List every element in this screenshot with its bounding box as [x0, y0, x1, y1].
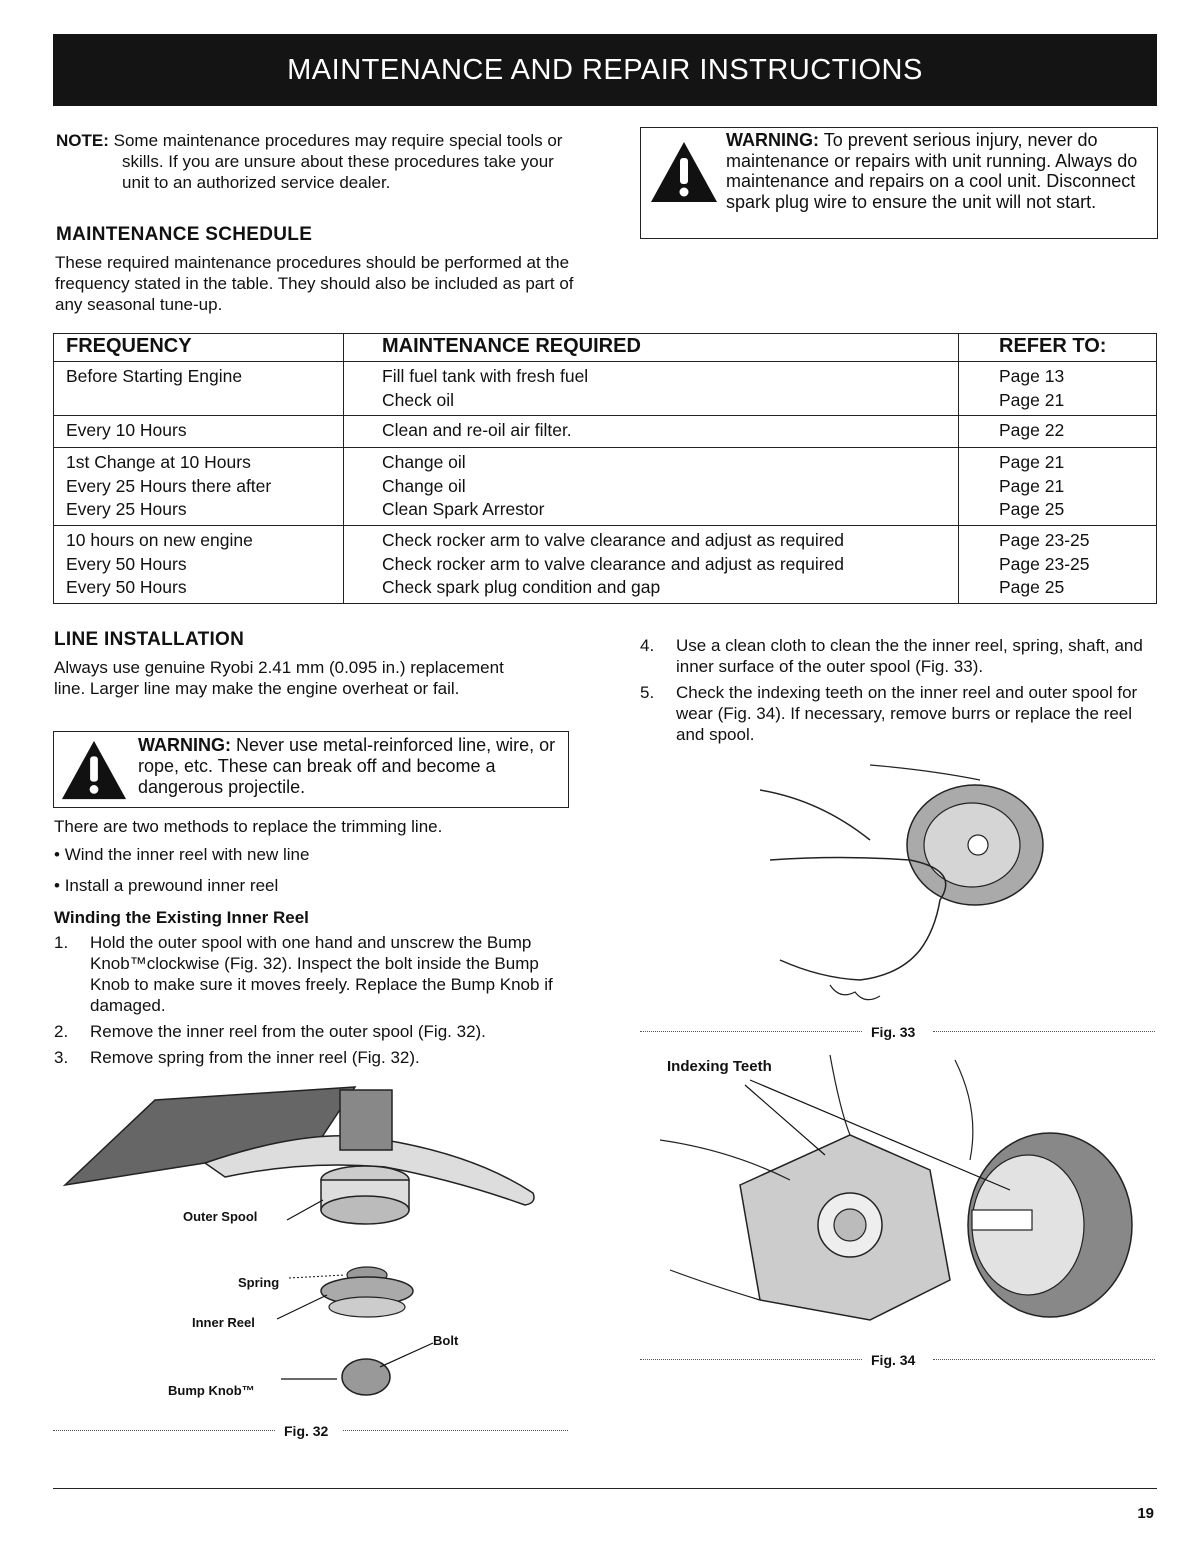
label-bolt: Bolt — [433, 1333, 459, 1348]
fig34-caption: Fig. 34 — [871, 1352, 916, 1368]
cell-frequency — [54, 416, 344, 448]
trimmer-shaft-housing — [340, 1090, 392, 1150]
line-installation-heading: LINE INSTALLATION — [54, 629, 245, 650]
fig33-illustration — [740, 760, 1060, 1010]
col-maintenance: MAINTENANCE REQUIRED — [344, 334, 959, 362]
table-row — [54, 416, 1157, 448]
frequency-line: Before Starting Engine — [66, 366, 243, 386]
cell-maintenance — [344, 448, 959, 526]
warning-line-label: WARNING: — [138, 735, 231, 755]
table-row — [54, 526, 1157, 604]
trimmer-shield — [65, 1087, 355, 1185]
frequency-line: Every 50 Hours — [66, 577, 187, 597]
warning-triangle-icon — [60, 738, 128, 802]
step-item — [54, 1021, 564, 1042]
inner-reel-flange — [329, 1297, 405, 1317]
refer-line: Page 21 — [999, 475, 1065, 496]
fig-divider — [640, 1359, 862, 1360]
fig-divider — [53, 1430, 275, 1431]
fig-divider — [933, 1359, 1155, 1360]
spool-shaft — [972, 1210, 1032, 1230]
note-text: Some maintenance procedures may require special tools or skills. If you are unsure about these procedures take your unit to an authorized service dealer. — [113, 131, 563, 192]
cloth-outline — [830, 985, 880, 1000]
callout-line — [287, 1200, 323, 1220]
step-number: 3. — [54, 1048, 69, 1067]
note-block — [56, 130, 576, 193]
step-text: Use a clean cloth to clean the the inner reel, spring, shaft, and inner surface of the outer spool (Fig. 33). — [676, 636, 1143, 676]
line-installation-intro: Always use genuine Ryobi 2.41 mm (0.095 in.) replacement line. Larger line may make the engine overheat or fail. — [54, 658, 504, 698]
step-item — [54, 1047, 564, 1068]
cell-maintenance — [344, 416, 959, 448]
method-item: • Wind the inner reel with new line — [54, 845, 310, 864]
refer-line: Page 23-25 — [999, 530, 1090, 550]
warning-top-text — [726, 130, 1156, 212]
fig32-illustration — [55, 1085, 545, 1405]
note-label: NOTE: — [56, 131, 109, 150]
method-text: Wind the inner reel with new line — [64, 845, 310, 864]
col-refer: REFER TO: — [959, 334, 1157, 362]
maintenance-line: Fill fuel tank with fresh fuel — [382, 366, 589, 386]
refer-line: Page 21 — [999, 452, 1065, 472]
step-item — [640, 682, 1150, 745]
fig-divider — [640, 1031, 862, 1032]
cell-refer — [959, 362, 1157, 416]
page-number: 19 — [1137, 1505, 1154, 1522]
step-text: Remove spring from the inner reel (Fig. 32). — [90, 1048, 420, 1067]
refer-line: Page 25 — [999, 499, 1065, 519]
cell-frequency — [54, 448, 344, 526]
warning-line-body: Never use metal-reinforced line, wire, or rope, etc. These can break off and become a dangerous projectile. — [138, 735, 556, 797]
step-item — [54, 932, 564, 1016]
fig33-caption: Fig. 33 — [871, 1024, 916, 1040]
callout-line — [277, 1295, 327, 1319]
note-paragraph — [56, 130, 576, 193]
spool-shaft — [968, 835, 988, 855]
cell-maintenance — [344, 362, 959, 416]
fig-divider — [343, 1430, 568, 1431]
step-text: Remove the inner reel from the outer spool (Fig. 32). — [90, 1022, 486, 1041]
table-row — [54, 448, 1157, 526]
cell-frequency — [54, 362, 344, 416]
steps-left — [54, 932, 564, 1073]
inner-reel-center — [834, 1209, 866, 1241]
label-spring: Spring — [238, 1275, 280, 1290]
refer-line: Page 13 — [999, 366, 1065, 386]
step-number: 2. — [54, 1022, 69, 1041]
callout-line — [380, 1343, 433, 1367]
cell-refer — [959, 448, 1157, 526]
label-outer-spool: Outer Spool — [183, 1209, 258, 1224]
callout-line — [289, 1275, 345, 1278]
hand-outline — [870, 765, 980, 780]
warning-top-body: To prevent serious injury, never do maintenance or repairs with unit running. Always do maintenance and repairs on a cool unit. Disconnect spark plug wire to ensure the unit will not start. — [726, 130, 1138, 212]
footer-rule — [53, 1488, 1157, 1489]
schedule-heading: MAINTENANCE SCHEDULE — [56, 224, 313, 245]
maintenance-line: Check rocker arm to valve clearance and adjust as required — [382, 530, 845, 550]
step-number: 4. — [640, 636, 655, 655]
maintenance-line: Check spark plug condition and gap — [382, 577, 661, 597]
maintenance-line: Check oil — [382, 389, 454, 410]
step-text: Hold the outer spool with one hand and unscrew the Bump Knob™clockwise (Fig. 32). Inspect the bolt inside the Bump Knob to make sure it moves freely. Replace the Bump Knob if damaged. — [90, 933, 553, 1015]
callout-line — [745, 1085, 825, 1155]
outer-spool-bottom — [321, 1196, 409, 1224]
method-item: • Install a prewound inner reel — [54, 876, 279, 895]
frequency-line: Every 25 Hours — [66, 499, 187, 519]
step-number: 1. — [54, 933, 69, 952]
frequency-line: 1st Change at 10 Hours — [66, 452, 251, 472]
maintenance-schedule-table — [53, 333, 1157, 604]
col-frequency: FREQUENCY — [54, 334, 344, 362]
cell-maintenance — [344, 526, 959, 604]
frequency-line: Every 25 Hours there after — [66, 475, 272, 496]
winding-subheading: Winding the Existing Inner Reel — [54, 908, 309, 927]
table-row — [54, 362, 1157, 416]
refer-line: Page 25 — [999, 577, 1065, 597]
frequency-line: Every 50 Hours — [66, 553, 187, 574]
step-number: 5. — [640, 683, 655, 702]
label-bump-knob: Bump Knob™ — [168, 1383, 255, 1398]
step-item — [640, 635, 1150, 677]
label-indexing-teeth: Indexing Teeth — [667, 1058, 772, 1075]
maintenance-line: Check rocker arm to valve clearance and adjust as required — [382, 553, 845, 574]
table-header-row — [54, 334, 1157, 362]
maintenance-line: Change oil — [382, 475, 466, 496]
fig34-illustration — [650, 1050, 1150, 1340]
bump-knob-shape — [342, 1359, 390, 1395]
maintenance-line: Change oil — [382, 452, 466, 472]
cell-frequency — [54, 526, 344, 604]
fig32-caption: Fig. 32 — [284, 1423, 329, 1439]
warning-triangle-icon — [649, 140, 719, 204]
label-inner-reel: Inner Reel — [192, 1315, 255, 1330]
step-text: Check the indexing teeth on the inner reel and outer spool for wear (Fig. 34). If necessary, remove burrs or replace the reel and spool. — [676, 683, 1138, 744]
warning-top-label: WARNING: — [726, 130, 819, 150]
fig-divider — [933, 1031, 1155, 1032]
frequency-line: Every 10 Hours — [66, 420, 187, 440]
maintenance-line: Clean and re-oil air filter. — [382, 420, 572, 440]
method-text: Install a prewound inner reel — [64, 876, 279, 895]
warning-line-text — [138, 735, 568, 798]
schedule-intro: These required maintenance procedures should be performed at the frequency stated in the table. They should also be included as part of any seasonal tune-up. — [55, 253, 574, 314]
cell-refer — [959, 526, 1157, 604]
banner-title: MAINTENANCE AND REPAIR INSTRUCTIONS — [287, 53, 923, 86]
warning-box-line — [53, 731, 569, 808]
refer-line: Page 21 — [999, 389, 1065, 410]
frequency-line: 10 hours on new engine — [66, 530, 253, 550]
refer-line: Page 23-25 — [999, 553, 1090, 574]
steps-right — [640, 635, 1150, 750]
cell-refer — [959, 416, 1157, 448]
methods-intro: There are two methods to replace the trimming line. — [54, 817, 443, 836]
warning-box-top — [640, 127, 1158, 239]
refer-line: Page 22 — [999, 420, 1065, 440]
page-banner — [53, 34, 1157, 106]
maintenance-line: Clean Spark Arrestor — [382, 499, 545, 519]
